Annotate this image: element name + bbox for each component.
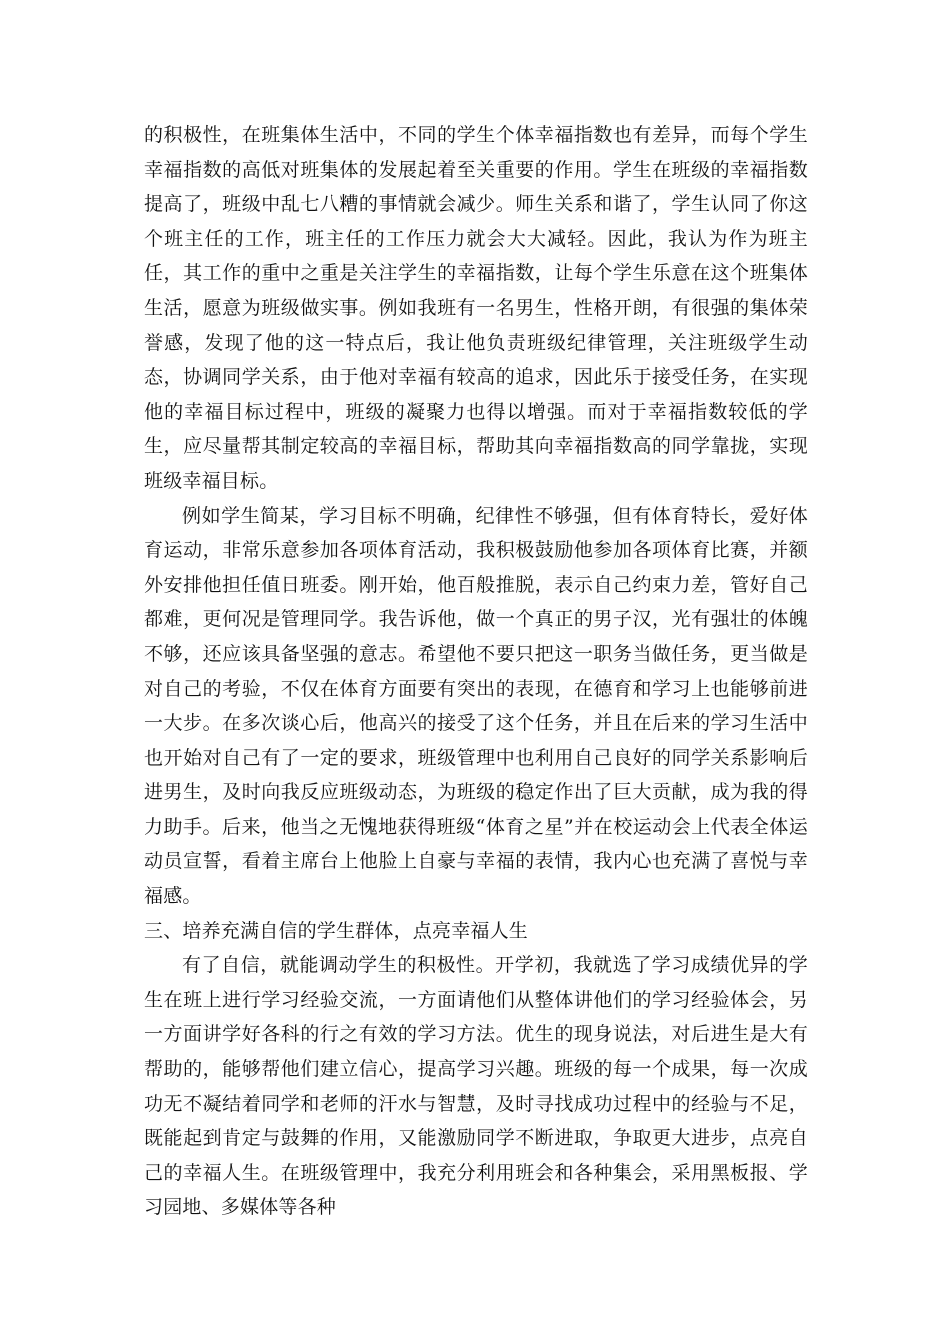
paragraph-continued: 的积极性，在班集体生活中，不同的学生个体幸福指数也有差异，而每个学生幸福指数的高低对班集体的发展起着至关重要的作用。学生在班级的幸福指数提高了，班级中乱七八糟的事情就会减少。师生关系和谐了，学生认同了你这个班主任的工作，班主任的工作压力就会大大减轻。因此，我认为作为班主任，其工作的重中之重是关注学生的幸福指数，让每个学生乐意在这个班集体生活，愿意为班级做实事。例如我班有一名男生，性格开朗，有很强的集体荣誉感，发现了他的这一特点后，我让他负责班级纪律管理，关注班级学生动态，协调同学关系，由于他对幸福有较高的追求，因此乐于接受任务，在实现他的幸福目标过程中，班级的凝聚力也得以增强。而对于幸福指数较低的学生，应尽量帮其制定较高的幸福目标，帮助其向幸福指数高的同学靠拢，实现班级幸福目标。: [144, 124, 808, 492]
paragraph-section: 有了自信，就能调动学生的积极性。开学初，我就选了学习成绩优异的学生在班上进行学习经验交流，一方面请他们从整体讲他们的学习经验体会，另一方面讲学好各科的行之有效的学习方法。优生的现身说法，对后进生是大有帮助的，能够帮他们建立信心，提高学习兴趣。班级的每一个成果，每一次成功无不凝结着同学和老师的汗水与智慧，及时寻找成功过程中的经验与不足，既能起到肯定与鼓舞的作用，又能激励同学不断进取，争取更大进步，点亮自己的幸福人生。在班级管理中，我充分利用班会和各种集会，采用黑板报、学习园地、多媒体等各种: [144, 954, 808, 1219]
body-text: [144, 118, 808, 1225]
section-heading: 三、培养充满自信的学生群体，点亮幸福人生: [144, 919, 529, 942]
paragraph-example: 例如学生简某，学习目标不明确，纪律性不够强，但有体育特长，爱好体育运动，非常乐意参加各项体育活动，我积极鼓励他参加各项体育比赛，并额外安排他担任值日班委。刚开始，他百般推脱，表示自己约束力差，管好自己都难，更何况是管理同学。我告诉他，做一个真正的男子汉，光有强壮的体魄不够，还应该具备坚强的意志。希望他不要只把这一职务当做任务，更当做是对自己的考验，不仅在体育方面要有突出的表现，在德育和学习上也能够前进一大步。在多次谈心后，他高兴的接受了这个任务，并且在后来的学习生活中也开始对自己有了一定的要求，班级管理中也利用自己良好的同学关系影响后进男生，及时向我反应班级动态，为班级的稳定作出了巨大贡献，成为我的得力助手。后来，他当之无愧地获得班级“体育之星”并在校运动会上代表全体运动员宣誓，看着主席台上他脸上自豪与幸福的表情，我内心也充满了喜悦与幸福感。: [144, 504, 808, 908]
